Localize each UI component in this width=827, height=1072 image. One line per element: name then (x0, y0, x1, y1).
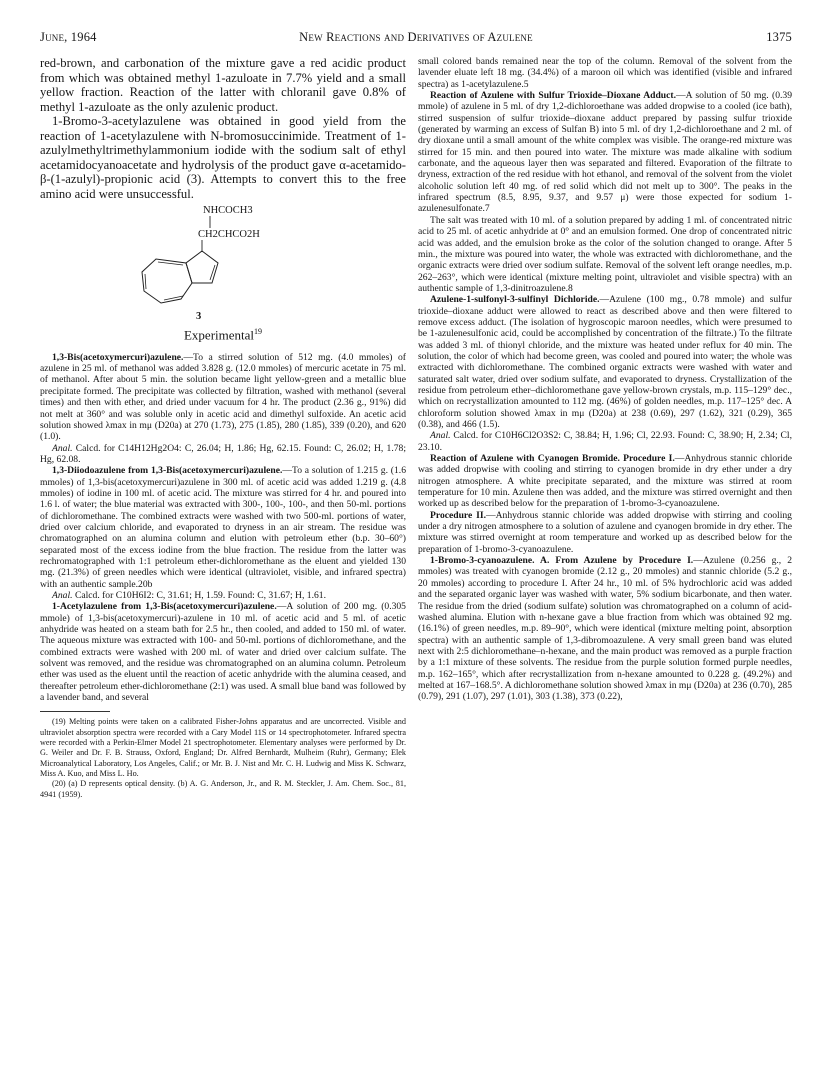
analysis-bis-acetoxymercuri: Anal. Calcd. for C14H12Hg2O4: C, 26.04; H, 1.86; Hg, 62.15. Found: C, 26.02; H, 1.78; Hg, 62.08. (40, 442, 406, 465)
procedure-cyanogen-bromide-1: Reaction of Azulene with Cyanogen Bromide. Procedure I.—Anhydrous stannic chloride was added dropwise with cooling and stirring to cyanogen bromide in dry ether under a dry nitrogen atmosphere. A white precipitate separated, and the mixture was stirred at room temperature for 10 min. Azulene then was added, and the mixture was stirred overnight and then worked up as described below for the preparation of 1-bromo-3-cyanoazulene. (418, 453, 792, 510)
footnote-20: (20) (a) D represents optical density. (b) A. G. Anderson, Jr., and R. M. Steckler, J. Am. Chem. Soc., 81, 4941 (1959). (40, 779, 406, 799)
intro-text (40, 56, 406, 201)
analysis-sulfonyl-sulfinyl: Anal. Calcd. for C10H6Cl2O3S2: C, 38.84; H, 1.96; Cl, 22.93. Found: C, 38.90; H, 2.34; Cl, 23.10. (418, 430, 792, 453)
structure-side-chain-label: CH2CHCO2H (198, 229, 260, 241)
header-date: June, 1964 (40, 30, 97, 44)
experimental-footnote-ref: 19 (254, 327, 263, 337)
footnote-divider (40, 711, 110, 712)
experimental-left (40, 352, 406, 704)
procedure-sulfur-trioxide: Reaction of Azulene with Sulfur Trioxide–Dioxane Adduct.—A solution of 50 mg. (0.39 mmole) of azulene in 5 ml. of dry 1,2-dichloroethane was added dropwise to a cooled (ice bath), stirred suspension of sulfur trioxide–dioxane adduct prepared by passing sulfur trioxide (generated by warming an excess of Sulfan B) into 5 ml. of dry 1,2-dichloroethane and 2 ml. of dry dioxane until a small amount of the white complex was visible. The orange-red mixture was stirred for 15 min. and then poured into water. The mixture was made alkaline with sodium carbonate, and the aqueous layer then was separated and filtered. Evaporation of the filtrate to dryness, extraction of the red residue with hot ethanol, and removal of the solvent from the violet alcoholic solution left 40 mg. of red solid which did not melt up to 300°. The peaks in the infrared spectrum (8.5, 8.95, 9.37, and 9.57 μ) were those expected for sodium 1-azulenesulfonate.7 (418, 90, 792, 215)
analysis-diiodoazulene: Anal. Calcd. for C10H6I2: C, 31.61; H, 1.59. Found: C, 31.67; H, 1.61. (52, 590, 326, 602)
left-column (40, 56, 406, 800)
page-header (40, 30, 792, 48)
acetylazulene-continued: small colored bands remained near the top of the column. Removal of the solvent from the lavender eluate left 18 mg. (34.4%) of a maroon oil which was identified (visible and infrared spectra) as 1-acetylazulene.5 (418, 56, 792, 90)
procedure-bromo-cyanoazulene: 1-Bromo-3-cyanoazulene. A. From Azulene by Procedure I.—Azulene (0.256 g., 2 mmoles) was treated with cyanogen bromide (2.12 g., 20 mmoles) and stannic chloride (5.2 g., 20 mmoles) according to procedure I. After 24 hr., 10 ml. of 5% hydrochloric acid was added and the separated organic layer was washed with water, 5% sodium bicarbonate, and then water. The residue from the dried (sodium sulfate) solution was chromatographed on a column of acid-washed alumina. Elution with n-hexane gave a blue fraction from which was obtained 92 mg. (16.1%) of green needles, m.p. 89–90°, which were identical (mixture melting point, absorption spectra) with an authentic sample of 1,3-dibromoazulene. A very small green band was eluted next with 2:5 dichloromethane–n-hexane, and the main product was removed as a purple fraction by a 1:1 mixture of these solvents. The residue from the purple solution formed purple needles, m.p. 162–165°, which after recrystallization from n-hexane amounted to 0.228 g. (49.2%) and melted at 167–168.5°. A dichloromethane solution showed λmax in mμ (D20a) at 236 (0.70), 285 (0.79), 291 (1.07), 297 (1.01), 303 (1.38), 373 (0.22), (418, 555, 792, 703)
page-number: 1375 (766, 30, 792, 44)
experimental-heading: Experimental$^{19}$ (183, 327, 263, 343)
intro-paragraph-2: 1-Bromo-3-acetylazulene was obtained in good yield from the reaction of 1-acetylazulene with N-bromosuccinimide. Treatment of 1-azulylmethyltrimethylammonium iodide with the sodium salt of ethyl acetamidocyanoacetate and hydrolysis of the product gave α-acetamido-β-(1-azulyl)-propionic acid (3). Attempts to convert this to the free amino acid were unsuccessful. (40, 114, 406, 201)
procedure-sulfonyl-sulfinyl: Azulene-1-sulfonyl-3-sulfinyl Dichloride.—Azulene (100 mg., 0.78 mmole) and sulfur trioxide–dioxane adduct were allowed to react as described above and then were filtered to remove excess adduct. (The isolation of hygroscopic maroon needles, which were presumed to be 1-azulenesulfonic acid, could be accomplished by concentration of the filtrate.) To the filtrate was added 3 ml. of thionyl chloride, and the mixture was heated under reflux for 40 min. The solution, the color of which had become green, was cooled and poured into water; the whole was extracted with dichloromethane. The combined organic extracts were washed with water and saturated salt water, dried over sodium sulfate, and evaporated to dryness. Crystallization of the residue from petroleum ether–dichloromethane gave yellow-brown crystals, m.p. 115–129° dec., which on recrystallization amounted to 112 mg. (46%) of golden needles, m.p. 117–125° dec. A chloroform solution showed λmax in mμ (D20a) at 238 (0.69), 297 (1.62), 321 (0.29), 365 (0.38), and 466 (1.5). (418, 294, 793, 430)
procedure-bis-acetoxymercuri: 1,3-Bis(acetoxymercuri)azulene.—To a stirred solution of 512 mg. (4.0 mmoles) of azulene in 25 ml. of methanol was added 3.828 g. (12.0 mmoles) of mercuric acetate in 75 ml. of methanol. After about 5 min. the solution became light yellow-green and a metallic blue precipitate formed. The precipitate was collected by filtration, washed with methanol (several times) and then with ether, and dried under vacuum for 4 hr. The product (2.36 g., 91%) did not melt at 360° and was soluble only in acetic acid and dimethyl sulfoxide. An acetic acid solution showed λmax in mμ (D20a) at 270 (1.73), 275 (1.85), 280 (1.85), 339 (0.20), and 620 (1.0). (40, 351, 406, 443)
experimental-right (418, 56, 792, 703)
compound-number-label: 3 (196, 311, 202, 322)
header-title: New Reactions and Derivatives of Azulene (299, 30, 533, 44)
procedure-cyanogen-bromide-2: Procedure II.—Anhydrous stannic chloride was added dropwise with stirring and cooling under a dry nitrogen atmosphere to a solution of azulene and cyanogen bromide in dry ether. The mixture was stirred overnight at room temperature and worked up as described below for the preparation of 1-bromo-3-cyanoazulene. (418, 509, 792, 555)
footnotes (40, 717, 406, 799)
footnote-19: (19) Melting points were taken on a calibrated Fisher-Johns apparatus and are uncorrected. Visible and ultraviolet absorption spectra were recorded with a Cary Model 11S or 14 spectrophotometer. Infrared spectra were recorded with a Perkin-Elmer Model 21 spectrophotometer. Elementary analyses were performed by Dr. G. Weiler and Dr. F. B. Strauss, Oxford, England; Dr. Alfred Bernhardt, Mulheim (Ruhr), Germany; Elek Microanalytical Laboratory, Los Angeles, Calif.; or Mr. B. J. Nist and Mr. C. H. Ludwig and Miss K. Schwarz, Miss A. Kuo, and Miss L. Ho. (40, 717, 406, 778)
chemical-structure-3 (40, 203, 406, 321)
procedure-acetylazulene: 1-Acetylazulene from 1,3-Bis(acetoxymercuri)azulene.—A solution of 200 mg. (0.305 mmole) of 1,3-bis(acetoxymercuri)-azulene in 10 ml. of acetic acid and 5 ml. of acetic anhydride was heated on a steam bath for 2.5 hr., then cooled, and added to 150 ml. of water. The aqueous mixture was extracted with 100- and 50-ml. portions of dichloromethane, and the combined extracts were washed with 200 ml. of water and dried over calcium sulfate. The solvent was removed, and the residue was chromatographed on an alumina column. Petroleum ether was used as the eluent until the reaction of acetic anhydride with the alumina ceased, and thereafter petroleum ether-dichloromethane (2:1) was used. A small blue band was followed by a lavender band, and several (40, 601, 406, 704)
azulene-structure-drawing (40, 203, 406, 321)
procedure-dinitroazulene: The salt was treated with 10 ml. of a solution prepared by adding 1 ml. of concentrated nitric acid to 25 ml. of acetic anhydride at 0° and an emulsion formed. One drop of concentrated nitric acid was added, and the emulsion broke as the color of the solution changed to orange. After 5 min., the mixture was poured into water, the whole was extracted with dichloromethane, and the organic extracts were dried over sodium sulfate. Removal of the solvent left orange needles, m.p. 262–263°, which were identical (mixture melting point, ultraviolet and visible spectra) with an authentic sample of 1,3-dinitroazulene.8 (418, 214, 792, 294)
right-column (418, 56, 792, 703)
procedure-diiodoazulene: 1,3-Diiodoazulene from 1,3-Bis(acetoxymercuri)azulene.—To a solution of 1.215 g. (1.6 mmoles) of 1,3-bis(acetoxymercuri)azulene in 300 ml. of acetic acid was added 1.219 g. (4.8 mmoles) of iodine in 100 ml. of acetic acid. The mixture was stirred for 4 hr. and poured into 1.6 l. of water; the blue material was extracted with 300-, 100-, 100-, and then 50-ml. portions of dichloromethane. The combined extracts were washed with two 500-ml. portions of water, dried over calcium chloride, and evaporated to dryness in an air stream. The residue was chromatographed on an alumina column and elution with petroleum ether (b.p. 30–60°) separated most of the excess iodine from the blue fraction. The residue from the latter was rechromatographed with 1:1 petroleum ether-dichloromethane as the eluent and yielded 130 mg. (21.3%) of green needles which were identical (ultraviolet, visible, and infrared spectra) with an authentic sample.20b (40, 465, 406, 590)
intro-paragraph-1: red-brown, and carbonation of the mixture gave a red acidic product from which was obtained methyl 1-azuloate in 7.7% yield and a small yellow fraction. Reaction of the latter with chloranil gave 0.8% of methyl 1-azuloate as the only azulenic product. (40, 56, 406, 114)
structure-nhcoch3-label: NHCOCH3 (203, 205, 253, 217)
